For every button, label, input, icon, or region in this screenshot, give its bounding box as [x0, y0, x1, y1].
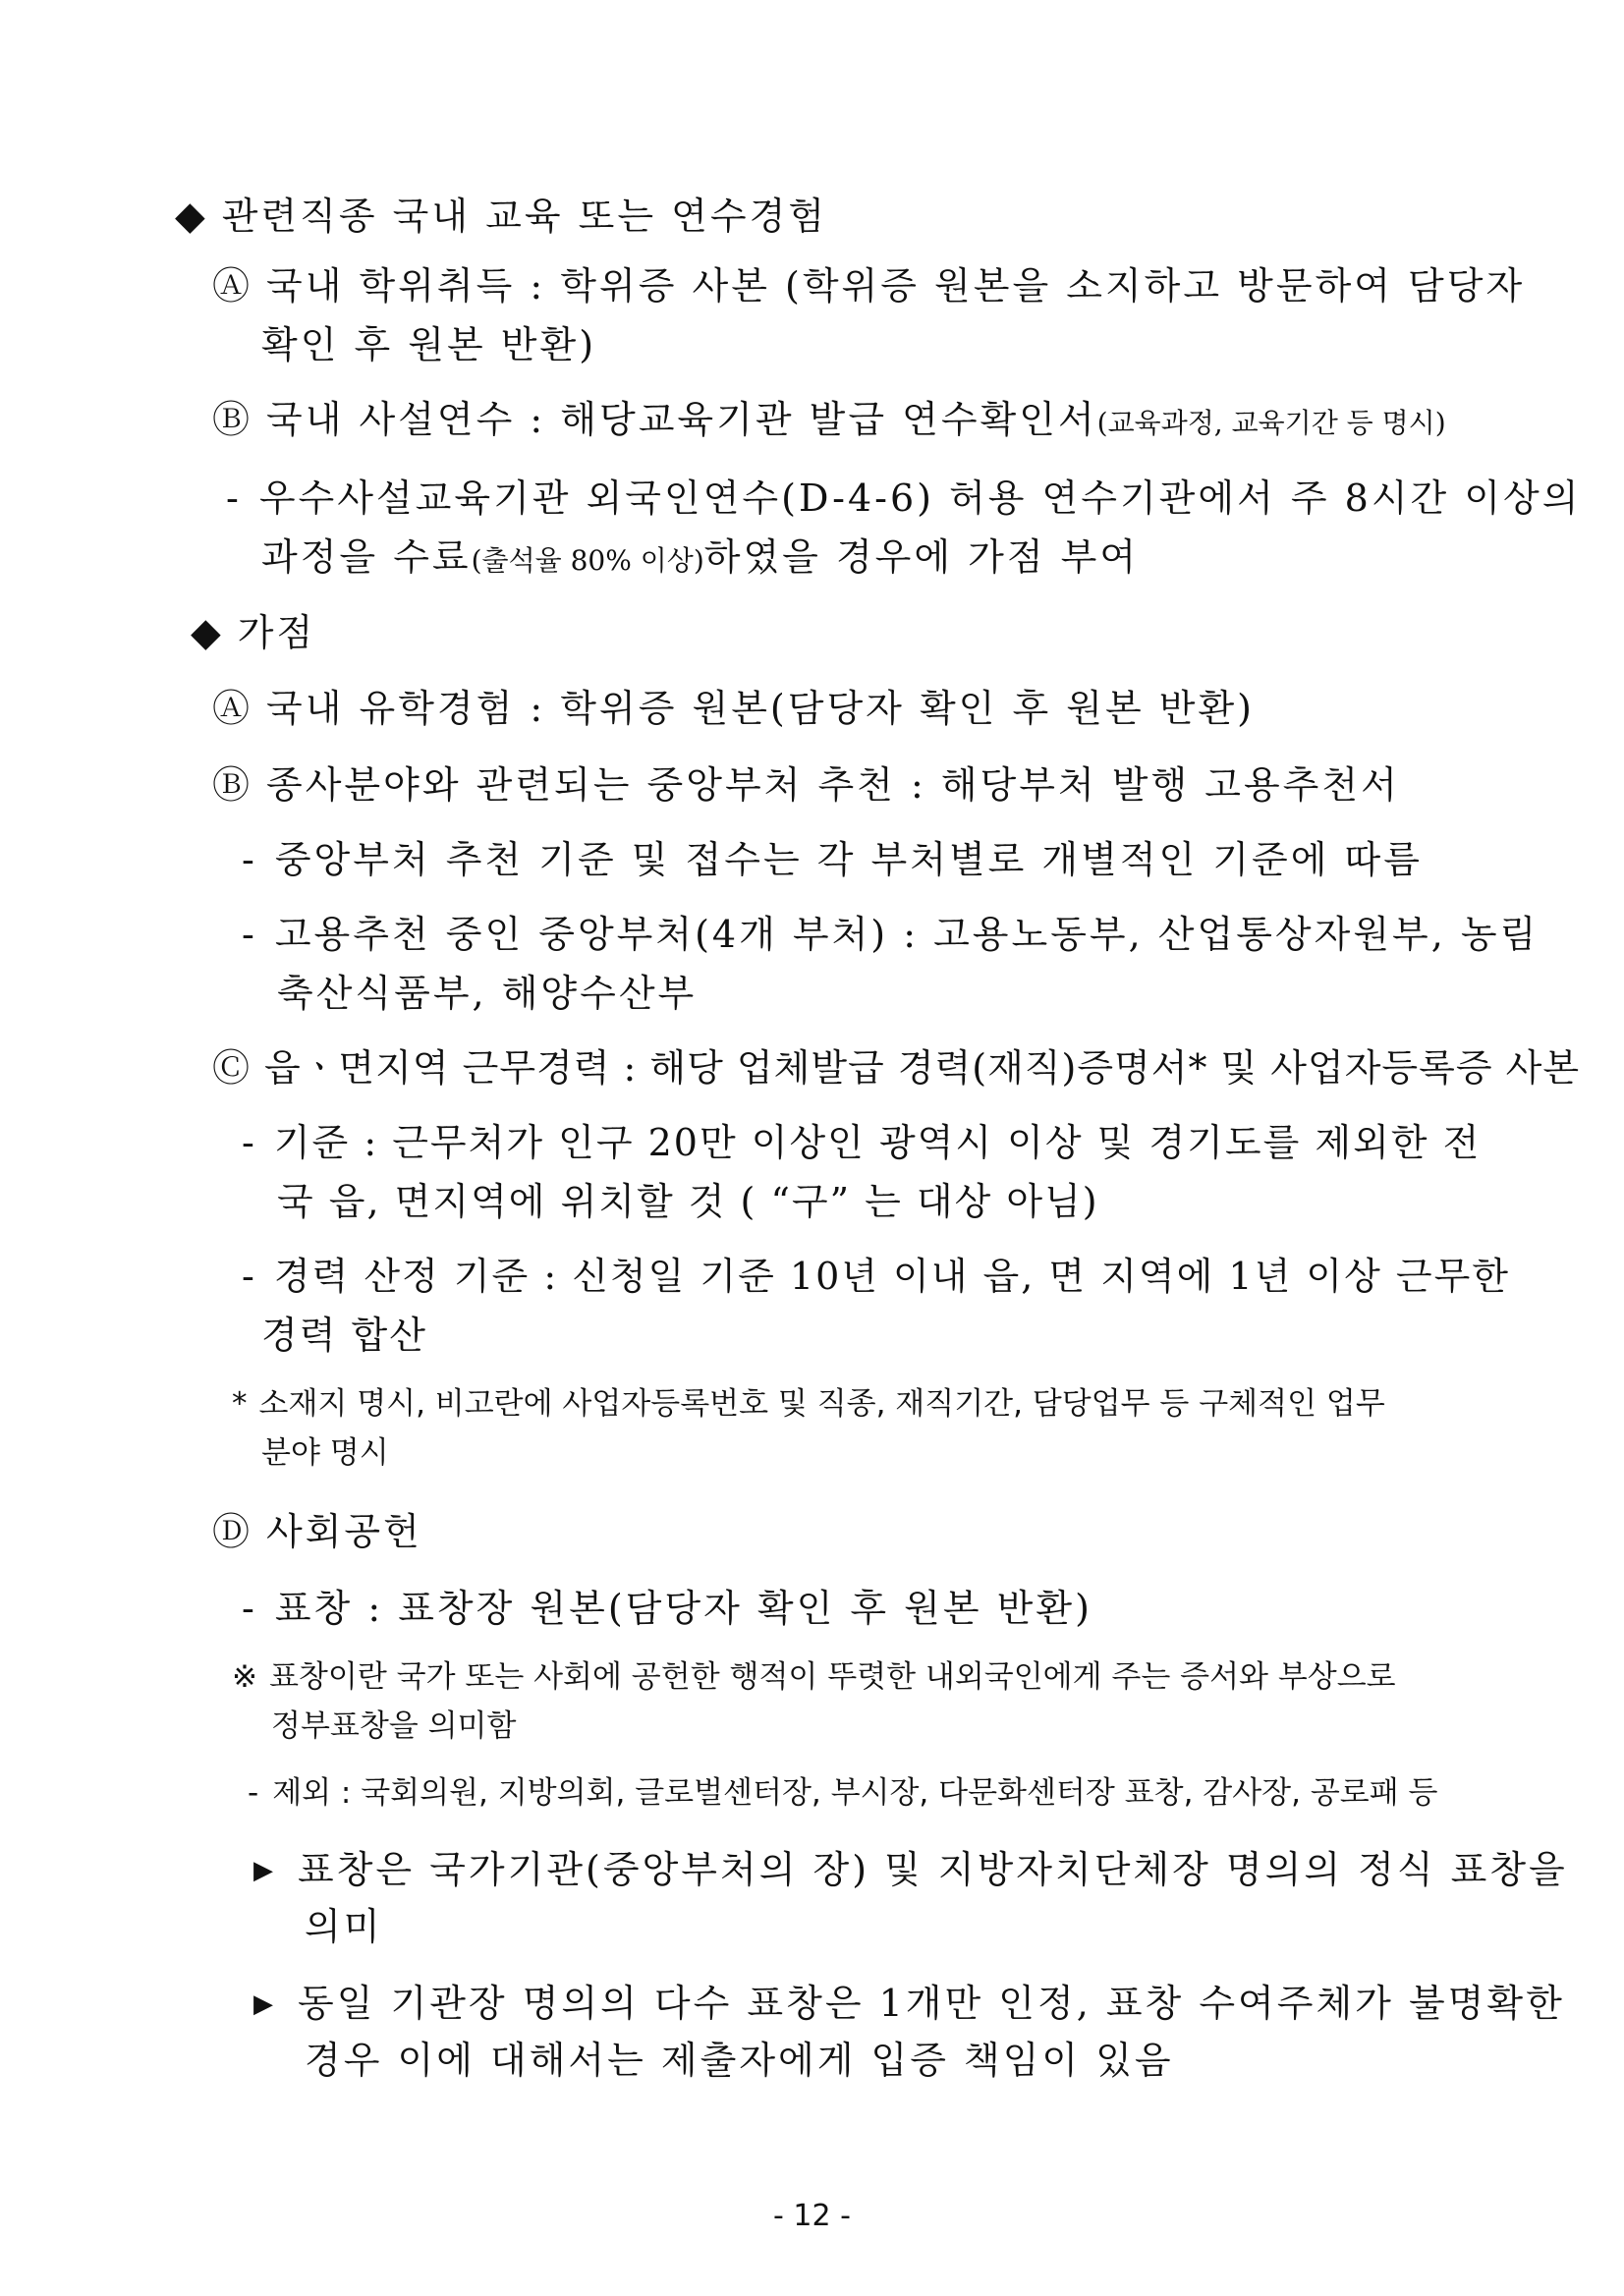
asterisk-marker: * [232, 1386, 248, 1422]
section-heading: ◆ 관련직종 국내 교육 또는 연수경험 [175, 194, 827, 239]
triangle-bullet-icon: ▶ [253, 1856, 276, 1885]
list-item-continuation: 확인 후 원본 반환) [261, 323, 597, 366]
list-item-continuation: 경우 이에 대해서는 제출자에게 입증 책임이 있음 [305, 2039, 1174, 2082]
list-item-continuation: 의미 [305, 1905, 383, 1948]
list-item-continuation: 국 읍, 면지역에 위치할 것 ( “구” 는 대상 아님) [277, 1180, 1099, 1223]
reference-mark-icon: ※ [232, 1659, 257, 1695]
list-item: - 제외 : 국회의원, 지방의회, 글로벌센터장, 부시장, 다문화센터장 표창, 감사장, 공로패 등 [248, 1775, 1438, 1811]
list-item: - 중앙부처 추천 기준 및 접수는 각 부처별로 개별적인 기준에 따름 [242, 838, 1423, 881]
list-item: Ⓓ 사회공헌 [212, 1510, 422, 1553]
dash-marker: - [242, 1121, 256, 1164]
note-continuation: 정부표창을 의미함 [271, 1708, 517, 1744]
item-marker: Ⓐ [212, 264, 253, 308]
list-item: - 경력 산정 기준 : 신청일 기준 10년 이내 읍, 면 지역에 1년 이상 근무한 [242, 1255, 1510, 1298]
note: ※ 표창이란 국가 또는 사회에 공헌한 행적이 뚜렷한 내외국인에게 주는 증서와 부상으로 [232, 1659, 1396, 1695]
list-item: Ⓑ 국내 사설연수 : 해당교육기관 발급 연수확인서(교육과정, 교육기간 등 명시) [212, 398, 1446, 441]
list-item: - 표창 : 표창장 원본(담당자 확인 후 원본 반환) [242, 1587, 1092, 1630]
item-marker: Ⓑ [212, 763, 253, 807]
footnote-continuation: 분야 명시 [261, 1435, 389, 1471]
item-marker: Ⓑ [212, 398, 253, 441]
dash-marker: - [242, 913, 257, 956]
item-marker: Ⓒ [212, 1046, 252, 1090]
item-marker: Ⓐ [212, 687, 253, 730]
diamond-bullet-icon: ◆ [175, 194, 208, 239]
list-item: Ⓑ 종사분야와 관련되는 중앙부처 추천 : 해당부처 발행 고용추천서 [212, 763, 1400, 807]
dash-marker: - [248, 1775, 259, 1811]
footnote: * 소재지 명시, 비고란에 사업자등록번호 및 직종, 재직기간, 담당업무 등 구체적인 업무 [232, 1386, 1385, 1422]
list-item: - 고용추천 중인 중앙부처(4개 부처) : 고용노동부, 산업통상자원부, 농림 [242, 913, 1540, 956]
diamond-bullet-icon: ◆ [191, 610, 224, 655]
dash-marker: - [242, 1587, 257, 1630]
page-number: - 12 - [773, 2199, 851, 2233]
list-item-continuation: 경력 합산 [261, 1314, 427, 1357]
list-item-continuation: 축산식품부, 해양수산부 [277, 972, 698, 1015]
list-item: ▶ 표창은 국가기관(중앙부처의 장) 및 지방자치단체장 명의의 정식 표창을 [253, 1848, 1568, 1891]
list-item: Ⓒ 읍ㆍ면지역 근무경력 : 해당 업체발급 경력(재직)증명서* 및 사업자등록증 사본 [212, 1046, 1581, 1090]
section-heading: ◆ 가점 [191, 610, 316, 655]
dash-marker: - [242, 1255, 256, 1298]
dash-marker: - [242, 838, 257, 881]
list-item: Ⓐ 국내 유학경험 : 학위증 원본(담당자 확인 후 원본 반환) [212, 687, 1255, 730]
triangle-bullet-icon: ▶ [253, 1989, 276, 2019]
list-item: ▶ 동일 기관장 명의의 다수 표창은 1개만 인정, 표창 수여주체가 불명확한 [253, 1982, 1565, 2025]
item-marker: Ⓓ [212, 1510, 253, 1553]
list-item: Ⓐ 국내 학위취득 : 학위증 사본 (학위증 원본을 소지하고 방문하여 담당자 [212, 264, 1526, 308]
dash-marker: - [226, 476, 242, 520]
list-item: - 우수사설교육기관 외국인연수(D-4-6) 허용 연수기관에서 주 8시간 이상의 [226, 476, 1582, 520]
list-item: - 기준 : 근무처가 인구 20만 이상인 광역시 이상 및 경기도를 제외한 전 [242, 1121, 1482, 1164]
list-item-continuation: 과정을 수료(출석율 80% 이상)하였을 경우에 가점 부여 [261, 535, 1140, 579]
